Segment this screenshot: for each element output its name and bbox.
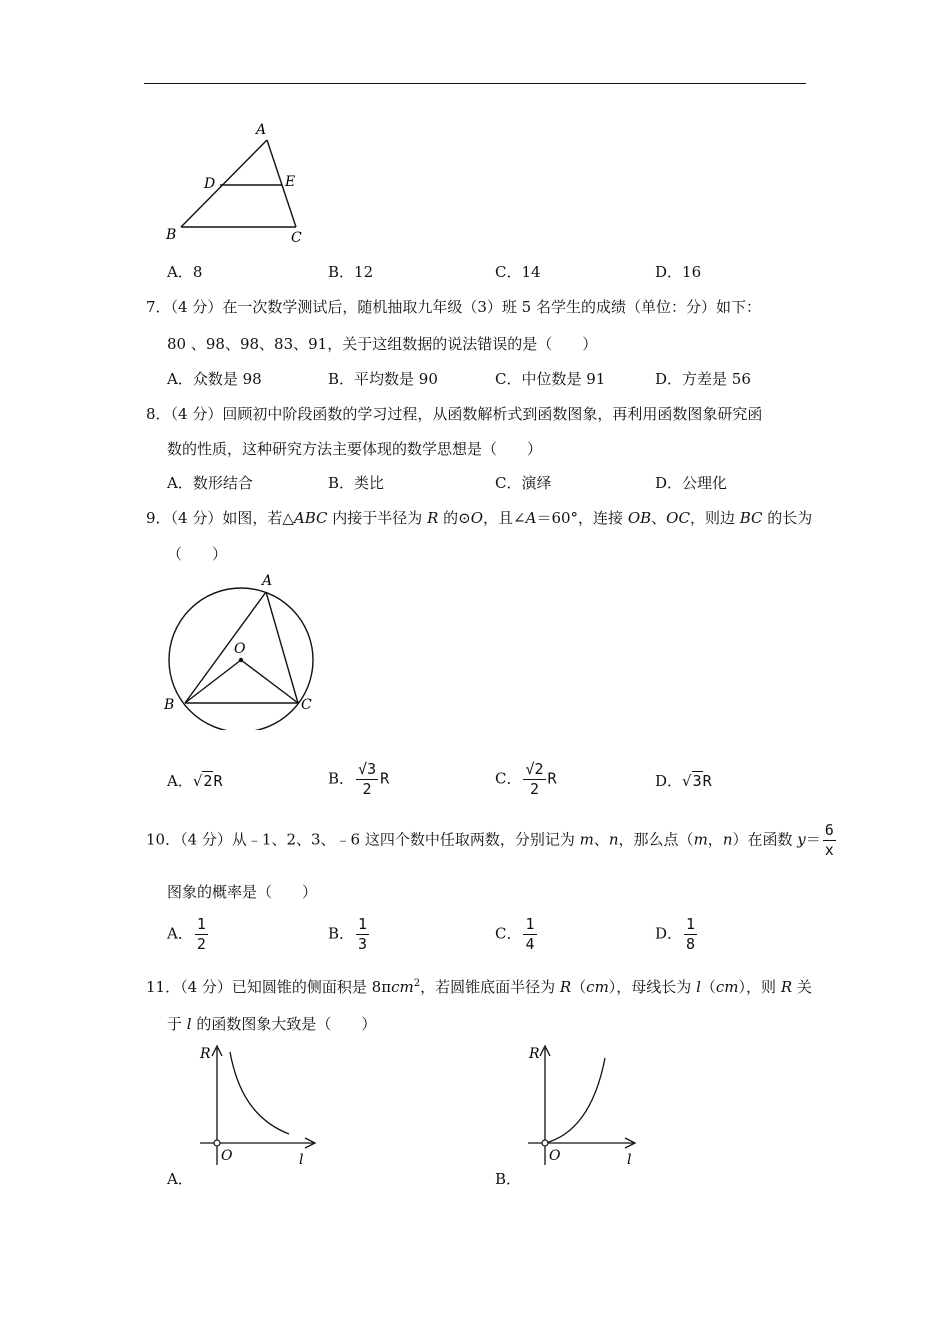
q9-stem-line1: 9．（4 分）如图，若△ABC 内接于半径为 R 的⊙O，且∠A＝60°，连接 OB、OC，则边 BC 的长为 bbox=[146, 509, 813, 527]
label-o: O bbox=[221, 1148, 233, 1164]
q6-option-a: A．8 bbox=[167, 263, 203, 281]
triangle-lines bbox=[181, 140, 296, 227]
q11-stem-line1: 11．（4 分）已知圆锥的侧面积是 8πcm$^2$，若圆锥底面半径为 R（cm），母线长为 l（cm），则 R 关 bbox=[146, 978, 812, 996]
label-d: D bbox=[204, 176, 216, 192]
q9-option-a: A．√2R bbox=[167, 772, 223, 790]
origin-circle bbox=[214, 1140, 220, 1146]
sqrt-symbol: √3 bbox=[682, 772, 702, 790]
label-l: l bbox=[627, 1152, 632, 1168]
q10-option-c: C． $\frac{1}{4}$ bbox=[495, 915, 535, 953]
label-o: O bbox=[549, 1148, 561, 1164]
q6-option-b: B．12 bbox=[328, 263, 374, 281]
q10-option-d: D． $\frac{1}{8}$ bbox=[655, 915, 696, 953]
q8-option-c: C．演绎 bbox=[495, 474, 552, 492]
segment-ab bbox=[181, 140, 267, 227]
q7-option-b: B．平均数是 90 bbox=[328, 370, 438, 388]
label-r: R bbox=[200, 1046, 211, 1062]
graph-a bbox=[195, 1040, 320, 1170]
q7-option-d: D．方差是 56 bbox=[655, 370, 751, 388]
q7-option-a: A．众数是 98 bbox=[167, 370, 262, 388]
segment-ac bbox=[266, 592, 298, 703]
segment-oc bbox=[241, 660, 298, 703]
label-a: A bbox=[256, 122, 267, 138]
label-b: B bbox=[166, 227, 177, 243]
q10-option-a: A． $\frac{1}{2}$ bbox=[167, 915, 206, 953]
q9-option-c: C． $\frac{√2}{2}$ R bbox=[495, 760, 557, 798]
q7-option-c: C．中位数是 91 bbox=[495, 370, 606, 388]
triangle-figure bbox=[160, 118, 320, 248]
label-c: C bbox=[301, 697, 312, 713]
label-c: C bbox=[291, 230, 302, 246]
label-o: O bbox=[234, 641, 246, 657]
q11-stem-line2: 于 l 的函数图象大致是（ ） bbox=[167, 1015, 377, 1033]
q8-stem-line1: 8．（4 分）回顾初中阶段函数的学习过程，从函数解析式到函数图象，再利用函数图象研究函 bbox=[146, 405, 763, 423]
curve-hyperbola bbox=[230, 1052, 289, 1134]
q7-stem-line2: 80 、98、98、83、91，关于这组数据的说法错误的是（ ） bbox=[167, 335, 598, 353]
circle-figure bbox=[158, 565, 328, 730]
origin-circle bbox=[542, 1140, 548, 1146]
q11-option-b: B． bbox=[495, 1170, 522, 1188]
label-r: R bbox=[529, 1046, 540, 1062]
q7-stem-line1: 7．（4 分）在一次数学测试后，随机抽取九年级（3）班 5 名学生的成绩（单位：分）如下： bbox=[146, 298, 761, 316]
label-a: A bbox=[262, 573, 273, 589]
q9-option-b: B． $\frac{√3}{2}$ R bbox=[328, 760, 390, 798]
q10-option-b: B． $\frac{1}{3}$ bbox=[328, 915, 368, 953]
q10-stem-line2: 图象的概率是（ ） bbox=[167, 883, 318, 901]
label-e: E bbox=[285, 174, 296, 190]
label-l: l bbox=[299, 1152, 304, 1168]
q8-option-a: A．数形结合 bbox=[167, 474, 253, 492]
segment-ob bbox=[185, 660, 241, 703]
q6-option-d: D．16 bbox=[655, 263, 702, 281]
center-dot bbox=[239, 658, 243, 662]
q8-option-b: B．类比 bbox=[328, 474, 385, 492]
q8-option-d: D．公理化 bbox=[655, 474, 728, 492]
graph-b bbox=[523, 1040, 648, 1170]
q8-stem-line2: 数的性质，这种研究方法主要体现的数学思想是（ ） bbox=[167, 440, 543, 458]
q10-stem-line1: 10．（4 分）从﹣1、2、3、﹣6 这四个数中任取两数，分别记为 m、n，那么点（m，n）在函数 y＝ $\frac{6}{x}$ bbox=[146, 821, 834, 859]
segment-ab bbox=[185, 592, 266, 703]
q11-option-a: A． bbox=[167, 1170, 193, 1188]
fraction-6-over-x: $\frac{6}{x}$ bbox=[824, 821, 834, 859]
label-b: B bbox=[164, 697, 175, 713]
q9-option-d: D．√3R bbox=[655, 772, 712, 790]
header-rule bbox=[144, 83, 806, 84]
sqrt-symbol: √2 bbox=[192, 772, 213, 790]
q9-stem-line2: （ ） bbox=[167, 545, 228, 563]
q6-option-c: C．14 bbox=[495, 263, 541, 281]
curve-parabola bbox=[545, 1058, 605, 1143]
